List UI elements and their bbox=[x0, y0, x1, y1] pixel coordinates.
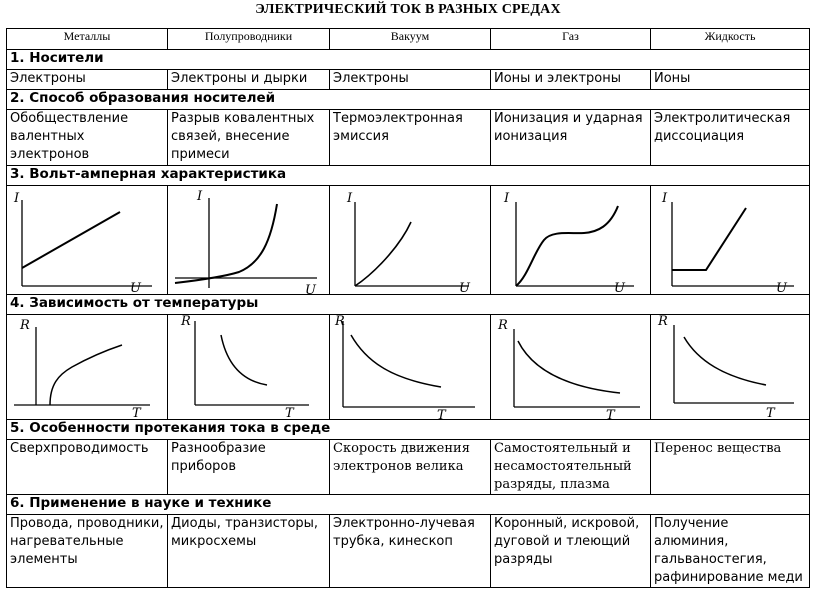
carriers-liquid: Ионы bbox=[651, 70, 810, 90]
carriers-vacuum: Электроны bbox=[330, 70, 491, 90]
column-header-gas: Газ bbox=[491, 29, 651, 50]
iv-graph-vacuum bbox=[330, 186, 491, 295]
temp-x-label: T bbox=[285, 406, 294, 419]
temp-graph-gas bbox=[491, 315, 651, 420]
table-row bbox=[7, 515, 810, 588]
iv-x-label: U bbox=[614, 281, 625, 294]
formation-metals: Обобществление валентных электронов bbox=[7, 110, 168, 166]
temp-y-label: R bbox=[335, 315, 345, 329]
iv-y-label: I bbox=[662, 191, 668, 206]
temp-x-label: T bbox=[132, 406, 141, 419]
temp-graph-liquid bbox=[651, 315, 810, 420]
temp-y-label: R bbox=[658, 315, 668, 329]
iv-graph-gas bbox=[491, 186, 651, 295]
temp-graph-metals bbox=[7, 315, 168, 420]
comparison-table bbox=[6, 28, 810, 588]
iv-y-label: I bbox=[14, 191, 20, 206]
application-gas: Коронный, искровой, дуговой и тлеющий разряды bbox=[491, 515, 651, 588]
table-row bbox=[7, 70, 810, 90]
iv-y-label: I bbox=[197, 189, 203, 204]
formation-vacuum: Термоэлектронная эмиссия bbox=[330, 110, 491, 166]
iv-x-label: U bbox=[459, 281, 470, 294]
table-row bbox=[7, 186, 810, 295]
application-semiconductors: Диоды, транзисторы, микросхемы bbox=[168, 515, 330, 588]
table-row bbox=[7, 315, 810, 420]
iv-x-label: U bbox=[305, 283, 316, 294]
features-vacuum: Скорость движения электронов велика bbox=[330, 440, 491, 495]
carriers-semiconductors: Электроны и дырки bbox=[168, 70, 330, 90]
formation-liquid: Электролитическая диссоциация bbox=[651, 110, 810, 166]
iv-graph-liquid bbox=[651, 186, 810, 295]
column-header-liquid: Жидкость bbox=[651, 29, 810, 50]
application-vacuum: Электронно-лучевая трубка, кинескоп bbox=[330, 515, 491, 588]
section-heading-features: 5. Особенности протекания тока в среде bbox=[7, 420, 810, 440]
application-liquid: Получение алюминия, гальваностегия, рафинирование меди bbox=[651, 515, 810, 588]
features-liquid: Перенос вещества bbox=[651, 440, 810, 495]
temp-x-label: T bbox=[766, 406, 775, 419]
application-metals: Провода, проводники, нагревательные элементы bbox=[7, 515, 168, 588]
page-title: ЭЛЕКТРИЧЕСКИЙ ТОК В РАЗНЫХ СРЕДАХ bbox=[255, 2, 561, 17]
column-header-vacuum: Вакуум bbox=[330, 29, 491, 50]
carriers-metals: Электроны bbox=[7, 70, 168, 90]
section-heading-formation: 2. Способ образования носителей bbox=[7, 90, 810, 110]
temp-y-label: R bbox=[20, 318, 30, 333]
features-metals: Сверхпроводимость bbox=[7, 440, 168, 495]
section-heading-application: 6. Применение в науке и технике bbox=[7, 495, 810, 515]
temp-graph-vacuum bbox=[330, 315, 491, 420]
section-heading-carriers: 1. Носители bbox=[7, 50, 810, 70]
iv-x-label: U bbox=[776, 281, 787, 294]
temp-x-label: T bbox=[606, 408, 615, 419]
iv-y-label: I bbox=[347, 191, 353, 206]
iv-y-label: I bbox=[504, 191, 510, 206]
section-heading-iv: 3. Вольт-амперная характеристика bbox=[7, 166, 810, 186]
iv-graph-semiconductors bbox=[168, 186, 330, 295]
table-row bbox=[7, 440, 810, 495]
carriers-gas: Ионы и электроны bbox=[491, 70, 651, 90]
temp-graph-semiconductors bbox=[168, 315, 330, 420]
section-heading-temp: 4. Зависимость от температуры bbox=[7, 295, 810, 315]
iv-x-label: U bbox=[130, 281, 141, 294]
temp-x-label: T bbox=[437, 408, 446, 419]
column-header-metals: Металлы bbox=[7, 29, 168, 50]
iv-graph-metals bbox=[7, 186, 168, 295]
temp-y-label: R bbox=[498, 318, 508, 333]
features-semiconductors: Разнообразие приборов bbox=[168, 440, 330, 495]
temp-y-label: R bbox=[181, 315, 191, 329]
formation-gas: Ионизация и ударная ионизация bbox=[491, 110, 651, 166]
formation-semiconductors: Разрыв ковалентных связей, внесение примеси bbox=[168, 110, 330, 166]
features-gas: Самостоятельный и несамостоятельный разряды, плазма bbox=[491, 440, 651, 495]
table-row bbox=[7, 110, 810, 166]
column-header-row bbox=[7, 29, 810, 50]
column-header-semiconductors: Полупроводники bbox=[168, 29, 330, 50]
